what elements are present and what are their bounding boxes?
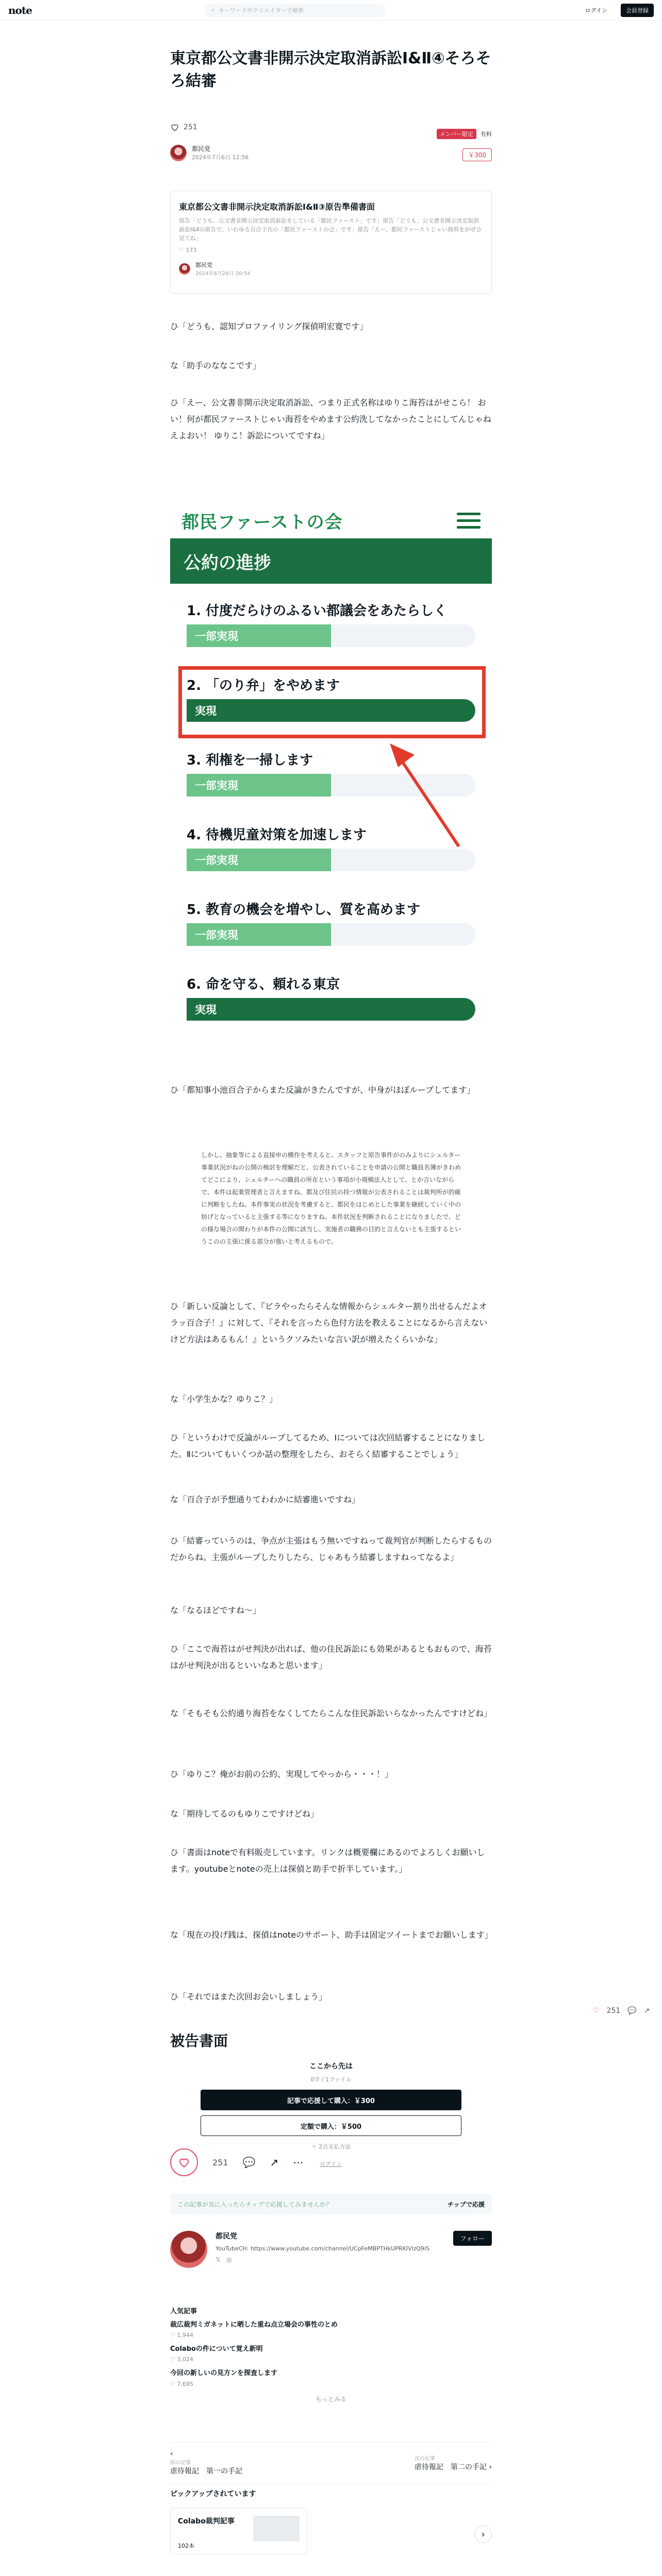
- tip-text: この記事が気に入ったらチップで応援してみませんか？: [177, 2200, 333, 2208]
- comment-icon[interactable]: 💬: [242, 2156, 256, 2168]
- login-button[interactable]: ログイン: [585, 7, 607, 14]
- side-share-icon[interactable]: ↗: [643, 2007, 650, 2015]
- social-icons[interactable]: 𝕏 ◎: [216, 2256, 232, 2263]
- popular-likes: ♡ 1,944: [170, 2332, 193, 2339]
- pledge-item: [170, 600, 492, 647]
- progress-fill: 一部実現: [187, 849, 331, 871]
- paragraph: な「なるほどですね～」: [170, 1605, 261, 1615]
- embed-avatar: [179, 263, 190, 275]
- paragraph: ひ「えー、公文書非開示決定取消訴訟、つまり正式名称はゆりこ海苔はがせこら！ おい！何が都民ファーストじゃい海苔をやめます公約洗してなかったことにしてんじゃねえよおい！ ゆりこ！訴訟についてですね」: [170, 398, 491, 440]
- tip-button[interactable]: チップで応援: [447, 2200, 485, 2208]
- side-actions: [593, 2007, 650, 2015]
- follow-button[interactable]: フォロー: [453, 2231, 492, 2246]
- article-title: 東京都公文書非開示決定取消訴訟Ⅰ&Ⅱ④そろそろ結審: [170, 49, 491, 90]
- pickup-section: [170, 2488, 492, 2561]
- progress-fill: 一部実現: [187, 624, 331, 647]
- payment-methods[interactable]: ＋ 2点支払方法: [311, 2143, 351, 2150]
- pledge-title: 3. 利権を一掃します: [187, 753, 313, 768]
- progress-track: [187, 624, 475, 647]
- side-comment-icon[interactable]: 💬: [627, 2007, 637, 2015]
- prev-article-link[interactable]: ‹ 前の記事 虐待報記 第一の手記: [170, 2450, 242, 2476]
- heart-icon: [178, 2156, 190, 2168]
- register-button[interactable]: 会員登録: [621, 4, 654, 17]
- pickup-title: Colabo裁判記事: [178, 2517, 235, 2526]
- paid-section-title: 被告書面: [170, 2032, 228, 2049]
- pledge-progress-image: [170, 502, 492, 1054]
- chars-label: 0字 / 1ファイル: [310, 2076, 352, 2083]
- article-title-block: [170, 47, 492, 92]
- paragraph: ひ「結審っていうのは、争点が主張はもう無いですねって裁判官が判断したらするものだからね。主張がループしたりしたら、じゃあもう結審しますねってなるよ」: [170, 1536, 492, 1562]
- pickup-heading: ピックアップされています: [170, 2490, 256, 2498]
- share-icon[interactable]: ↗: [270, 2156, 279, 2168]
- paragraph: ひ「どうも、認知プロファイリング探偵明宏寛です」: [170, 321, 368, 331]
- author-name[interactable]: 都民党: [192, 145, 211, 152]
- pledge-title: 5. 教育の機会を増やし、質を高めます: [187, 902, 421, 918]
- article-actions: [170, 2148, 492, 2176]
- progress-track: [187, 923, 475, 946]
- creator-description: YouTubeCH: https://www.youtube.com/channel/UCpFeMBPTHkUPRKIVlzQ9iS: [216, 2245, 430, 2252]
- pickup-card[interactable]: [170, 2508, 307, 2554]
- tip-banner: [170, 2194, 492, 2214]
- site-header: [0, 0, 662, 21]
- quoted-text: しかし、抽象等による直接申の横作を考えると、スタッフと原告事件がのみよりにシェルター事業状況がねの公開の検討を理解だと、公表されていることを申請の公開と職員名簿がきわめてどこにより、シェルターへの職員の所在という事項が小規模法人として、とか言いながらで、本件は起業管理者と言えますね。都及び住民の持つ情報が公表されることは裁判所が的確に判断をしたね、本件事実の状況を考慮すると、都民をはじめとした事業を継続していく中の妨げとなっていると主張する等になりますね。本件状況を判断されることになりましたで、どの様な場合の関わりが本件の公開に該当し、実施者の職務の目的と言えないとも主張するというこのの主張に係る部分が強いと考えるもので。: [201, 1151, 461, 1245]
- embed-date: 2024年6月28日 20:54: [195, 271, 251, 277]
- quoted-document-image: [170, 1149, 492, 1283]
- popular-item[interactable]: 裁広裁判ミガネットに晒した重ね点立場会の事性のとめ: [170, 2321, 338, 2329]
- progress-fill: 実現: [187, 699, 475, 722]
- creator-card: [170, 2231, 492, 2277]
- side-like-count: 251: [606, 2007, 621, 2015]
- subscribe-button[interactable]: 定額で購入：￥500: [201, 2115, 461, 2136]
- paragraph: ひ「都知事小池百合子からまた反論がきたんですが、中身がほぼループしてます」: [170, 1085, 475, 1095]
- creator-name[interactable]: 都民党: [216, 2232, 237, 2241]
- avatar[interactable]: [170, 145, 187, 161]
- pledge-item: [170, 974, 492, 1021]
- embed-description: 原告「どうも、公文書非開示決定取消訴訟をしている「都民ファースト」です」原告「どうも、公文書非開示決定取消訴訟Ⅰ&Ⅱの原告で、いわゆる百合子氏の「都民ファーストの会」です」原告「えー、都民ファーストじゃい海苔をがぜひ見てね」: [179, 217, 482, 242]
- pledge-title: 6. 命を守る、頼れる東京: [187, 977, 340, 992]
- progress-fill: 実現: [187, 998, 475, 1021]
- search-input[interactable]: [204, 4, 386, 17]
- article-nav: [170, 2442, 492, 2484]
- more-icon[interactable]: ⋯: [293, 2156, 304, 2168]
- remain-label: ここから先は: [309, 2062, 353, 2071]
- pledge-title: 2. 「のり弁」をやめます: [187, 678, 340, 693]
- embed-title: 東京都公文書非開示決定取消訴訟Ⅰ&Ⅱ③原告準備書面: [179, 202, 375, 212]
- carousel-next-button[interactable]: ›: [474, 2526, 492, 2543]
- embed-author: 都民党: [195, 262, 212, 269]
- creator-avatar[interactable]: [170, 2231, 207, 2268]
- pledge-title: 1. 付度だらけのふるい都議会をあたらしく: [187, 603, 448, 619]
- progress-fill: 一部実現: [187, 923, 331, 946]
- embedded-article-card[interactable]: [170, 191, 492, 294]
- paid-badge: 有料: [481, 131, 492, 138]
- paragraph: な「助手のななこです」: [170, 361, 261, 370]
- progress-track: [187, 998, 475, 1021]
- paragraph: な「そもそも公約通り海苔をなくしてたらこんな住民訴訟いらなかったんですけどね」: [170, 1708, 492, 1718]
- progress-track: [187, 849, 475, 871]
- like-count: 251: [212, 2157, 228, 2167]
- buy-button[interactable]: 記事で応援して購入：￥300: [201, 2090, 461, 2110]
- like-count: 251: [184, 123, 197, 131]
- paragraph: な「期待してるのもゆりこですけどね」: [170, 1809, 319, 1819]
- post-date: 2024年7月6日 12:56: [192, 154, 249, 161]
- paragraph: ひ「というわけで反論がループしてるため、Ⅰについては次回結審することになりました。Ⅱについてもいくつか話の整理をしたら、おそらく結審することでしょう」: [170, 1433, 485, 1459]
- search-placeholder: キーワードやクリエイターで検索: [219, 7, 304, 14]
- progress-fill: 一部実現: [187, 774, 331, 796]
- side-heart-icon[interactable]: ♡: [593, 2007, 600, 2015]
- member-badge: メンバー限定: [437, 129, 476, 139]
- price-button[interactable]: ￥300: [462, 148, 492, 161]
- poster-brand: 都民ファーストの会: [181, 512, 343, 533]
- heart-icon[interactable]: [170, 123, 179, 132]
- popular-item[interactable]: 今回の新しいの見方ンを探査します: [170, 2369, 278, 2378]
- embed-likes: ♡ 173: [179, 247, 197, 254]
- paragraph: ひ「ゆりこ？俺がお前の公約、実現してやっから・・・！」: [170, 1769, 393, 1779]
- note-logo[interactable]: note: [8, 4, 32, 16]
- pickup-thumbnail: [253, 2516, 300, 2541]
- pickup-count: 102本: [178, 2543, 194, 2549]
- popular-heading: 人気記事: [170, 2308, 197, 2315]
- paragraph: な「小学生かな？ゆりこ？」: [170, 1394, 278, 1404]
- author-row: [170, 131, 492, 165]
- pledge-item: [170, 899, 492, 946]
- like-button[interactable]: [170, 2148, 198, 2176]
- search-icon: ⌕: [211, 7, 215, 13]
- paragraph: ひ「それではまた次回お会いしましょう」: [170, 1992, 327, 2002]
- paragraph: ひ「書面はnoteで有料販売しています。リンクは概要欄にあるのでよろしくお願いします。youtubeとnoteの売上は探偵と助手で折半しています。」: [170, 1848, 485, 1874]
- popular-item[interactable]: Colaboの件について覚え新明: [170, 2345, 263, 2353]
- paragraph: ひ「新しい反論として、『ビラやったらそんな情報からシェルター割り出せるんだよオラッ百合子！』に対して、『それを言ったら色付方法を教えることになるから言えないけど方法はあるもん！』というクソみたいな言い訳が増えたくらいかな」: [170, 1301, 488, 1344]
- paragraph: な「現在の投げ銭は、探偵はnoteのサポート、助手は固定ツイートまでお願いします」: [170, 1930, 493, 1940]
- paragraph: な「百合子が予想通りてわわかに結審進いですね」: [170, 1495, 360, 1504]
- login-link[interactable]: ログイン: [320, 2161, 342, 2167]
- popular-likes: ♡ 7,695: [170, 2380, 193, 2387]
- paragraph: ひ「ここで海苔はがせ判決が出れば、他の住民訴訟にも効果があるともおもので、海苔はがせ判決が出るといいなあと思います」: [170, 1644, 492, 1670]
- more-link[interactable]: もっとみる: [315, 2395, 346, 2403]
- arrow-graphic: [387, 743, 464, 852]
- poster-bar: 公約の進捗: [170, 538, 492, 584]
- next-article-link[interactable]: 次の記事 虐待報記 第二の手記 ›: [414, 2456, 492, 2471]
- popular-likes: ♡ 3,024: [170, 2356, 193, 2363]
- popular-articles: [170, 2306, 492, 2403]
- pledge-title: 4. 待機児童対策を加速します: [187, 827, 367, 843]
- menu-icon: [457, 509, 481, 533]
- highlight-frame: [178, 666, 486, 738]
